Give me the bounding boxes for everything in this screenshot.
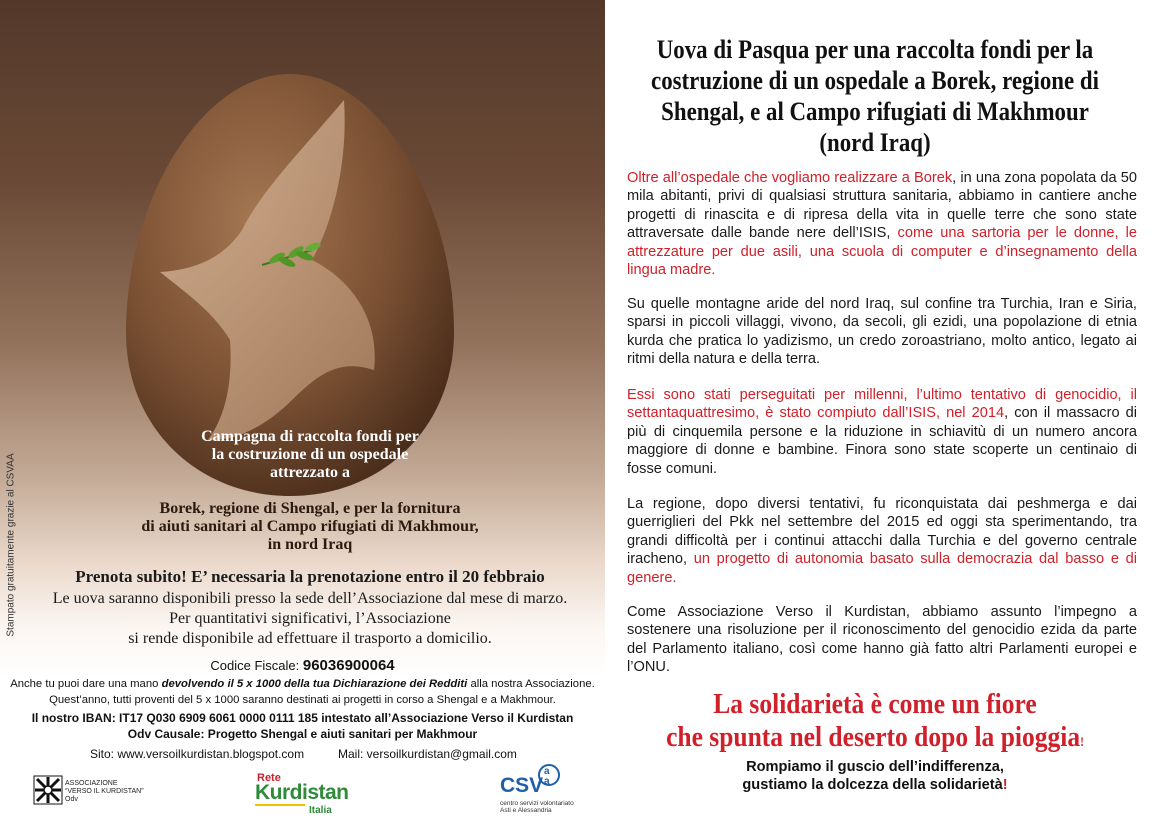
campaign-heading: Campagna di raccolta fondi per la costruzione di un ospedale attrezzato a xyxy=(201,428,419,481)
page-title: Uova di Pasqua per una raccolta fondi per la costruzione di un ospedale a Borek, regione di Shengal, e al Campo rifugiati di Makhmour (nord Iraq) xyxy=(651,35,1099,157)
avk-emblem-icon xyxy=(33,775,63,805)
printed-by-csvaa-vertical: Stampato gratuitamente grazie al CSVAA xyxy=(5,453,17,637)
codice-fiscale: Codice Fiscale: 96036900064 xyxy=(210,657,395,674)
right-panel xyxy=(605,0,1169,826)
website-link[interactable]: Sito: www.versoilkurdistan.blogspot.com xyxy=(90,747,305,761)
paragraph-genocide: Essi sono stati perseguitati per millenni, l’ultimo tentativo di genocidio, il settantaquattresimo, è stato compiuto dall’ISIS, nel 2014, con il massacro di più di cinquemila persone e la riduzione in schiavitù di un numero ancora maggiore di donne e bambine. Finora sono state scoperte un centinaio di fosse comuni. xyxy=(627,387,1137,477)
email-link[interactable]: Mail: versoilkurdistan@gmail.com xyxy=(338,747,517,761)
prenota-deadline: Prenota subito! E’ necessaria la prenotazione entro il 20 febbraio xyxy=(75,567,545,586)
paragraph-region: La regione, dopo diversi tentativi, fu riconquistata dai peshmerga e dai guerriglieri del Pkk nel settembre del 2015 ed oggi sta sperimentando, tra grandi difficoltà per i continui attacchi dalla Turchia e del governo centrale iracheno, un progetto di autonomia basato sulla democrazia dal basso e di genere. xyxy=(627,496,1137,586)
slogan: La solidarietà è come un fiore che spunta nel deserto dopo la pioggia! xyxy=(666,688,1084,753)
five-per-thousand-text: Anche tu puoi dare una mano devolvendo il 5 x 1000 della tua Dichiarazione dei Redditi alla nostra Associazione. Quest’anno, tutti proventi del 5 x 1000 saranno destinati ai progetti in corso a Shengal e a Makhmour. xyxy=(10,678,595,706)
paragraph-hospital: Oltre all’ospedale che vogliamo realizzare a Borek, in una zona popolata da 50 mila abitanti, privi di qualsiasi struttura sanitaria, abbiamo in cantiere anche progetti di rinascita e di ripresa della vita in quelle terre che sono state attraversate dalle bande nere dell’ISIS, come una sartoria per le donne, le attrezzature per due asili, una scuola di computer e d’insegnamento della lingua madre. xyxy=(627,170,1138,279)
paragraph-ezidi: Su quelle montagne aride del nord Iraq, sul confine tra Turchia, Iran e Siria, sparsi in piccoli villaggi, vivono, da secoli, gli ezidi, una popolazione di etnia kurda che pratica lo yadizismo, un credo zoroastriano, molto antico, legato ai ritmi della natura e della terra. xyxy=(627,296,1137,368)
logo-verso-il-kurdistan: ASSOCIAZIONE “VERSO IL KURDISTAN” Odv xyxy=(33,775,183,815)
campaign-heading-continued: Borek, regione di Shengal, e per la fornitura di aiuti sanitari al Campo rifugiati di Makhmour, in nord Iraq xyxy=(141,500,479,553)
availability-text: Le uova saranno disponibili presso la sede dell’Associazione dal mese di marzo. Per quantitativi significativi, l’Associazione si rende disponibile ad effettuare il trasporto a domicilio. xyxy=(52,590,568,647)
logo-rete-kurdistan-italia: Rete Kurdistan Italia xyxy=(255,772,349,816)
iban-details: Il nostro IBAN: IT17 Q030 6909 6061 0000 0111 185 intestato all’Associazione Verso il Kurdistan Odv Causale: Progetto Shengal e aiuti sanitari per Makhmour xyxy=(31,711,574,741)
logo-csv-asti-alessandria: CSV a a centro servizi volontariato Asti e Alessandria xyxy=(500,766,574,814)
closing-message: Rompiamo il guscio dell’indifferenza, gustiamo la dolcezza della solidarietà! xyxy=(742,759,1008,793)
paragraph-association: Come Associazione Verso il Kurdistan, abbiamo assunto l’impegno a sostenere una risoluzione per il riconoscimento del genocidio ezida da parte del Parlamento italiano, così come hanno già fatto altri Parlamenti europei e l’ONU. xyxy=(627,604,1137,676)
